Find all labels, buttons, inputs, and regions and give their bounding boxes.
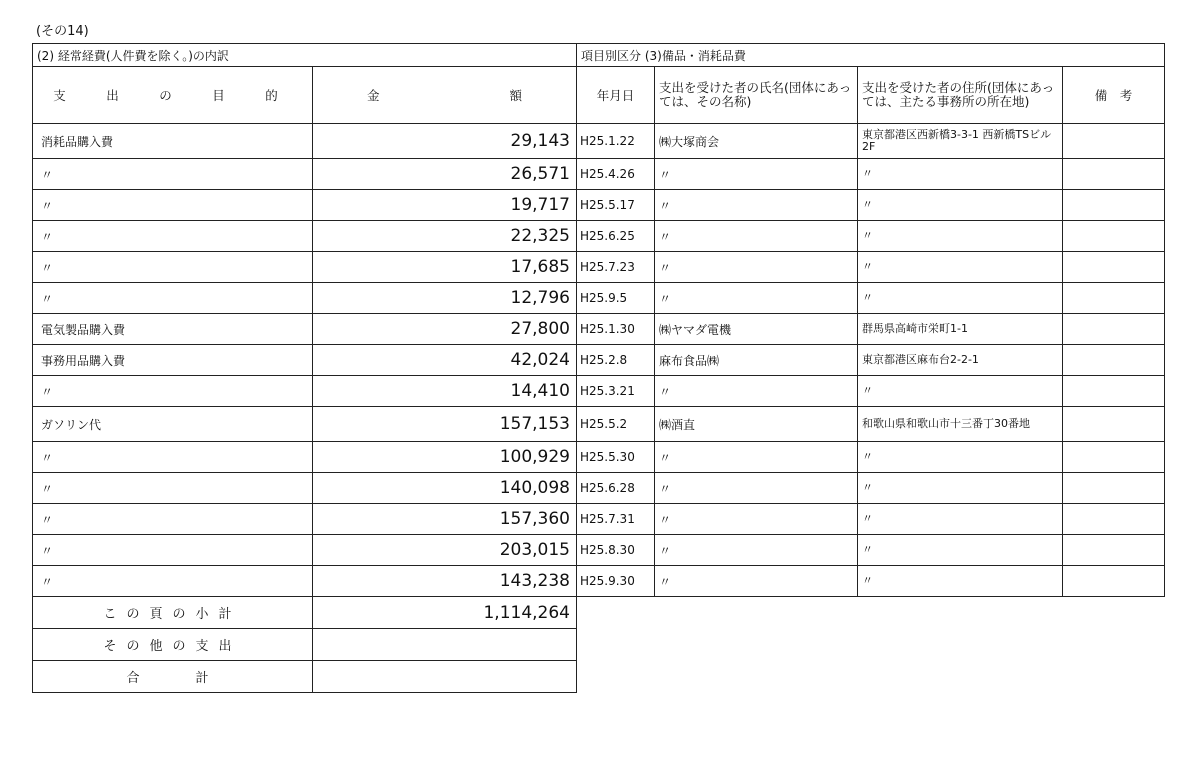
table-row [33,566,1165,597]
cell-remarks [1063,407,1165,442]
cell-date: H25.3.21 [577,376,655,407]
cell-amount: 140,098 [313,473,577,504]
cell-address: 〃 [858,252,1063,283]
cell-date: H25.2.8 [577,345,655,376]
cell-date: H25.9.30 [577,566,655,597]
cell-address: 〃 [858,190,1063,221]
cell-remarks [1063,473,1165,504]
cell-payee: 〃 [655,504,858,535]
header-amount [313,67,577,124]
section-right-title: 項目別区分 (3)備品・消耗品費 [577,44,1165,67]
cell-remarks [1063,190,1165,221]
expense-table [32,43,1165,693]
section-row [33,44,1165,67]
cell-amount: 17,685 [313,252,577,283]
cell-payee: ㈱大塚商会 [655,124,858,159]
cell-payee: 〃 [655,376,858,407]
cell-purpose: 〃 [33,566,313,597]
cell-purpose: 消耗品購入費 [33,124,313,159]
cell-remarks [1063,159,1165,190]
cell-remarks [1063,314,1165,345]
header-row [33,67,1165,124]
summary-label: この頁の小計 [33,597,313,629]
cell-purpose: 〃 [33,442,313,473]
table-row [33,221,1165,252]
cell-remarks [1063,283,1165,314]
cell-payee: 〃 [655,566,858,597]
cell-remarks [1063,566,1165,597]
header-date: 年月日 [577,67,655,124]
cell-address: 東京都港区西新橋3-3-1 西新橋TSビル2F [858,124,1063,159]
cell-remarks [1063,345,1165,376]
table-row [33,376,1165,407]
cell-amount: 203,015 [313,535,577,566]
cell-date: H25.5.30 [577,442,655,473]
cell-amount: 143,238 [313,566,577,597]
cell-address: 和歌山県和歌山市十三番丁30番地 [858,407,1063,442]
table-row [33,283,1165,314]
cell-purpose: 〃 [33,376,313,407]
cell-address: 〃 [858,283,1063,314]
summary-amount [313,661,577,693]
cell-payee: 〃 [655,252,858,283]
cell-amount: 26,571 [313,159,577,190]
cell-amount: 157,360 [313,504,577,535]
cell-purpose: 〃 [33,535,313,566]
rows-body [33,124,1165,597]
cell-date: H25.6.25 [577,221,655,252]
cell-address: 〃 [858,442,1063,473]
cell-remarks [1063,442,1165,473]
table-row [33,504,1165,535]
summary-body [33,597,1165,693]
cell-amount: 29,143 [313,124,577,159]
summary-amount: 1,114,264 [313,597,577,629]
cell-address: 〃 [858,566,1063,597]
table-row [33,407,1165,442]
cell-date: H25.7.23 [577,252,655,283]
cell-address: 〃 [858,504,1063,535]
cell-amount: 12,796 [313,283,577,314]
table-row [33,314,1165,345]
cell-date: H25.5.17 [577,190,655,221]
table-row [33,345,1165,376]
summary-blank [577,661,1165,693]
summary-row [33,597,1165,629]
cell-date: H25.7.31 [577,504,655,535]
summary-row [33,661,1165,693]
table-row [33,442,1165,473]
summary-label: その他の支出 [33,629,313,661]
summary-blank [577,629,1165,661]
cell-address: 〃 [858,159,1063,190]
cell-address: 〃 [858,376,1063,407]
cell-address: 東京都港区麻布台2-2-1 [858,345,1063,376]
cell-purpose: ガソリン代 [33,407,313,442]
cell-payee: ㈱酒直 [655,407,858,442]
cell-purpose: 電気製品購入費 [33,314,313,345]
cell-purpose: 〃 [33,221,313,252]
summary-blank [577,597,1165,629]
cell-amount: 42,024 [313,345,577,376]
header-address: 支出を受けた者の住所(団体にあっては、主たる事務所の所在地) [858,67,1063,124]
cell-date: H25.4.26 [577,159,655,190]
cell-purpose: 〃 [33,159,313,190]
cell-date: H25.6.28 [577,473,655,504]
table-row [33,535,1165,566]
table-row [33,190,1165,221]
cell-date: H25.9.5 [577,283,655,314]
header-amount-right: 額 [509,88,522,103]
cell-date: H25.1.30 [577,314,655,345]
cell-remarks [1063,252,1165,283]
summary-row [33,629,1165,661]
cell-payee: 〃 [655,190,858,221]
cell-payee: 〃 [655,535,858,566]
cell-address: 〃 [858,221,1063,252]
table-row [33,473,1165,504]
table-row [33,252,1165,283]
header-amount-left: 金 [367,88,380,103]
cell-date: H25.5.2 [577,407,655,442]
table-row [33,124,1165,159]
cell-amount: 27,800 [313,314,577,345]
page-label: (その14) [36,24,89,39]
cell-remarks [1063,535,1165,566]
cell-remarks [1063,504,1165,535]
cell-payee: 〃 [655,283,858,314]
cell-payee: 〃 [655,159,858,190]
summary-amount [313,629,577,661]
cell-payee: 麻布食品㈱ [655,345,858,376]
cell-amount: 100,929 [313,442,577,473]
cell-amount: 19,717 [313,190,577,221]
cell-address: 〃 [858,473,1063,504]
cell-address: 〃 [858,535,1063,566]
cell-purpose: 〃 [33,283,313,314]
cell-address: 群馬県高崎市栄町1-1 [858,314,1063,345]
cell-payee: ㈱ヤマダ電機 [655,314,858,345]
cell-payee: 〃 [655,221,858,252]
table-row [33,159,1165,190]
cell-remarks [1063,221,1165,252]
header-purpose: 支 出 の 目 的 [33,67,313,124]
cell-purpose: 〃 [33,190,313,221]
header-remarks: 備 考 [1063,67,1165,124]
cell-purpose: 〃 [33,252,313,283]
cell-purpose: 〃 [33,504,313,535]
header-payee: 支出を受けた者の氏名(団体にあっては、その名称) [655,67,858,124]
cell-remarks [1063,376,1165,407]
cell-date: H25.1.22 [577,124,655,159]
summary-label: 合 計 [33,661,313,693]
cell-date: H25.8.30 [577,535,655,566]
cell-amount: 157,153 [313,407,577,442]
cell-amount: 22,325 [313,221,577,252]
cell-remarks [1063,124,1165,159]
cell-purpose: 事務用品購入費 [33,345,313,376]
cell-amount: 14,410 [313,376,577,407]
cell-payee: 〃 [655,473,858,504]
cell-purpose: 〃 [33,473,313,504]
cell-payee: 〃 [655,442,858,473]
section-left-title: (2) 経常経費(人件費を除く。)の内訳 [33,44,577,67]
